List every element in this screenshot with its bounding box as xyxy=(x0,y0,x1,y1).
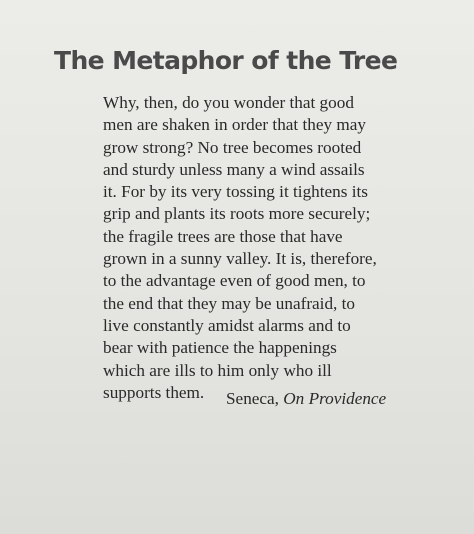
attribution-author: Seneca, xyxy=(226,389,279,408)
attribution-work: On Providence xyxy=(283,389,387,408)
quote-line: Why, then, do you wonder that good xyxy=(103,93,354,112)
quote-line: live constantly amidst alarms and to xyxy=(103,315,351,335)
quote-line: bear with patience the happenings xyxy=(103,338,337,358)
quote-line: the end that they may be unafraid, to xyxy=(103,293,355,313)
quote-line: supports them. xyxy=(103,382,205,402)
quote-line: men are shaken in order that they may xyxy=(103,115,366,135)
quote-line: grip and plants its roots more securely; xyxy=(103,204,371,224)
quote-line: and sturdy unless many a wind assails xyxy=(103,159,365,179)
quote-line: which are ills to him only who ill xyxy=(103,360,332,380)
page-title: The Metaphor of the Tree xyxy=(54,46,398,75)
quote-line: grown in a sunny valley. It is, therefore, xyxy=(103,249,377,269)
quote-block xyxy=(103,92,433,404)
quote-line: it. For by its very tossing it tightens its xyxy=(103,182,368,202)
quote-line: the fragile trees are those that have xyxy=(103,226,343,246)
quote-line: grow strong? No tree becomes rooted xyxy=(103,137,362,157)
attribution xyxy=(226,389,386,409)
quote-line: to the advantage even of good men, to xyxy=(103,271,366,291)
